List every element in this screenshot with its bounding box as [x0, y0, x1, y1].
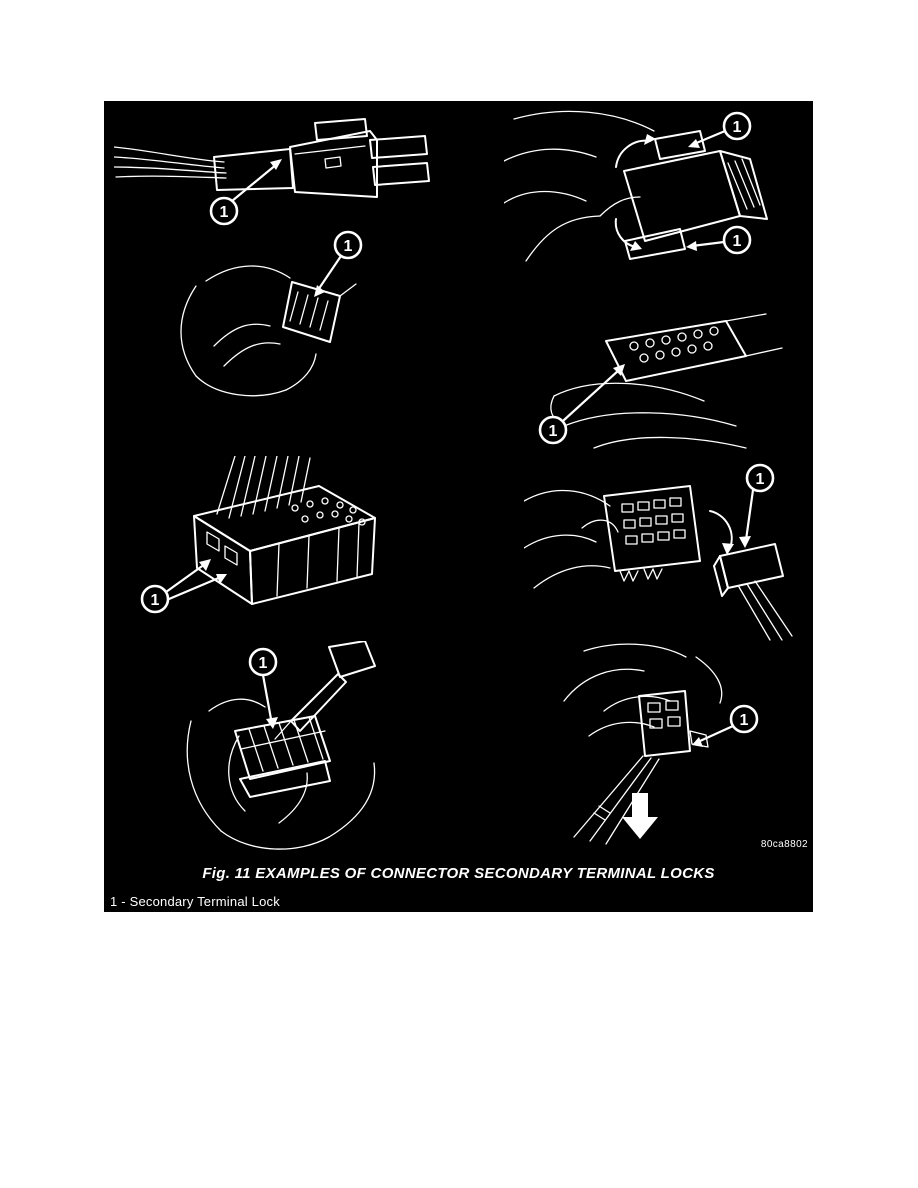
callout-label: 1 — [150, 592, 160, 609]
figure-legend: 1 - Secondary Terminal Lock — [110, 894, 280, 909]
callout-1 — [724, 227, 750, 253]
callout-label: 1 — [732, 233, 742, 250]
callout-label: 1 — [548, 423, 558, 440]
callout-label: 1 — [219, 204, 229, 221]
callout-1 — [250, 649, 276, 675]
down-arrow-icon — [622, 793, 658, 839]
panel-pick-tool-prying — [179, 641, 399, 851]
callout-1 — [747, 465, 773, 491]
panel-connector-separate-lock — [524, 456, 794, 641]
callout-label: 1 — [755, 471, 765, 488]
lock-removal-illustration — [544, 641, 794, 846]
callout-1 — [335, 232, 361, 258]
hand-connector-two-locks-illustration — [504, 101, 804, 266]
figure-11-image — [104, 101, 813, 912]
wire-end-connector-illustration — [114, 109, 434, 234]
panel-hand-terminal-row-connector — [534, 296, 804, 451]
hand-terminal-row-connector-illustration — [534, 296, 804, 451]
panel-hand-small-connector — [164, 226, 414, 401]
callout-1 — [540, 417, 566, 443]
callout-1 — [731, 706, 757, 732]
panel-lock-removal — [544, 641, 794, 846]
hand-small-connector-illustration — [164, 226, 414, 401]
multi-wire-connector-illustration — [139, 456, 389, 621]
callout-label: 1 — [343, 238, 353, 255]
panel-wire-end-connector — [114, 109, 434, 234]
figure-caption: Fig. 11 EXAMPLES OF CONNECTOR SECONDARY TERMINAL LOCKS — [202, 865, 715, 882]
callout-1 — [211, 198, 237, 224]
callout-1 — [724, 113, 750, 139]
connector-separate-lock-illustration — [524, 456, 794, 641]
figure-watermark: 80ca8802 — [760, 839, 808, 850]
callout-label: 1 — [739, 712, 749, 729]
panel-hand-connector-two-locks — [504, 101, 804, 266]
callout-label: 1 — [258, 655, 268, 672]
panel-multi-wire-connector — [139, 456, 389, 621]
callout-1 — [142, 586, 168, 612]
pick-tool-prying-illustration — [179, 641, 399, 851]
callout-label: 1 — [732, 119, 742, 136]
